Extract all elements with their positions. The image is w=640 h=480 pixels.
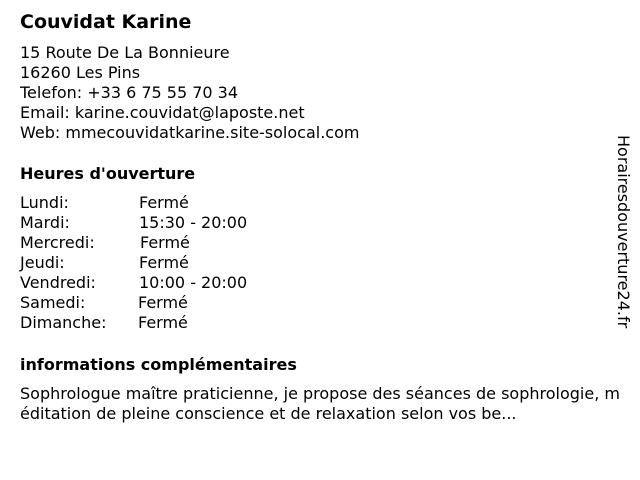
day-label: Mardi: [20,213,70,232]
day-label: Samedi: [20,293,86,312]
info-description: Sophrologue maître praticienne, je propose des séances de sophrologie, méditation de pleine conscience et de relaxation selon vos be... [20,384,620,423]
website-link[interactable]: Web: mmecouvidatkarine.site-solocal.com [20,123,360,142]
contact-block [20,43,359,143]
day-hours: Fermé [138,293,188,312]
address-line-2: 16260 Les Pins [20,63,141,82]
hours-row-mardi [20,213,248,233]
hours-row-dimanche [20,313,188,333]
site-watermark: Horairesdouverture24.fr [614,135,633,329]
day-hours: Fermé [139,253,189,272]
hours-row-mercredi [20,233,190,253]
day-hours: 15:30 - 20:00 [139,213,248,232]
day-hours: Fermé [140,233,190,252]
day-label: Lundi: [20,193,69,212]
hours-row-lundi [20,193,189,213]
phone-number[interactable]: Telefon: +33 6 75 55 70 34 [20,83,239,102]
day-hours: 10:00 - 20:00 [139,273,248,292]
day-hours: Fermé [138,313,188,332]
hours-row-vendredi [20,273,248,293]
day-hours: Fermé [139,193,189,212]
hours-row-samedi [20,293,188,313]
day-label: Mercredi: [20,233,95,252]
opening-hours-table [20,193,248,333]
hours-row-jeudi [20,253,189,273]
address-line-1: 15 Route De La Bonnieure [20,43,230,62]
day-label: Dimanche: [20,313,107,332]
day-label: Jeudi: [20,253,65,272]
hours-heading: Heures d'ouverture [20,164,196,183]
business-name: Couvidat Karine [20,11,192,33]
email-address[interactable]: Email: karine.couvidat@laposte.net [20,103,305,122]
day-label: Vendredi: [20,273,96,292]
info-heading: informations complémentaires [20,355,297,374]
